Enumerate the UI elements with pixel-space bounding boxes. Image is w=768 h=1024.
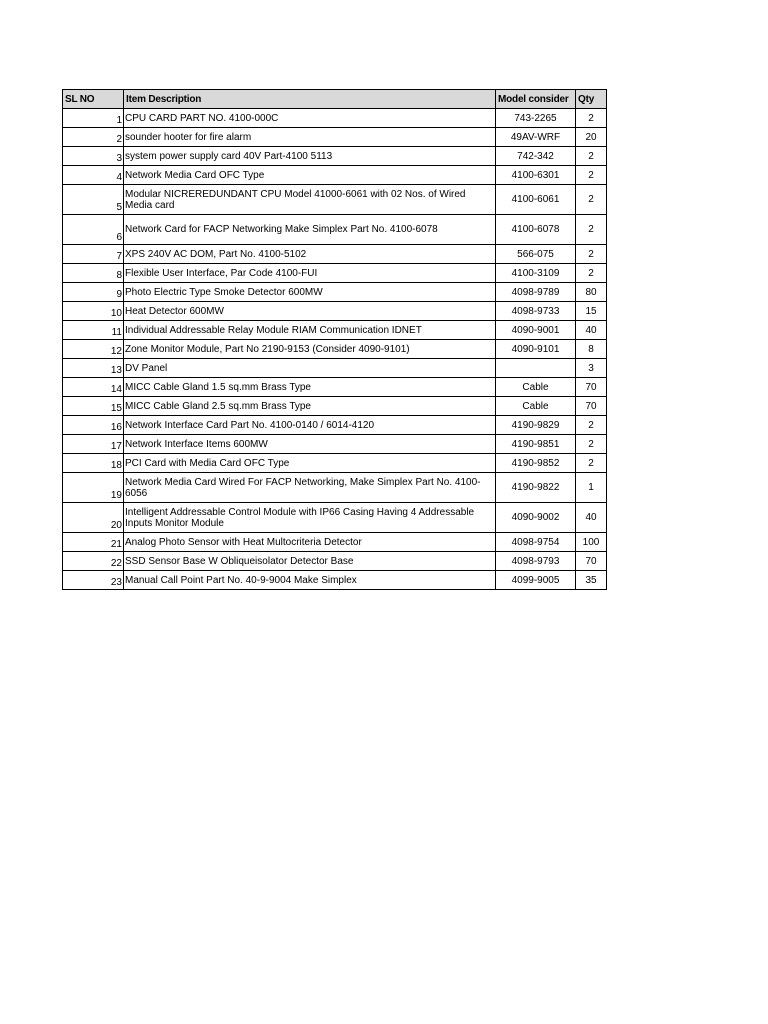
model-cell: 743-2265 xyxy=(496,109,576,128)
qty-cell: 40 xyxy=(576,503,607,533)
model-cell: 4098-9789 xyxy=(496,283,576,302)
table-row xyxy=(63,416,607,435)
item-description-cell: sounder hooter for fire alarm xyxy=(124,128,496,147)
qty-cell: 2 xyxy=(576,245,607,264)
sl-no-cell: 12 xyxy=(63,340,124,359)
sl-no-cell: 11 xyxy=(63,321,124,340)
qty-cell: 2 xyxy=(576,416,607,435)
sl-no-cell: 9 xyxy=(63,283,124,302)
item-description-cell: Network Card for FACP Networking Make Simplex Part No. 4100-6078 xyxy=(124,215,496,245)
model-cell: 4098-9733 xyxy=(496,302,576,321)
item-description-cell: Network Media Card OFC Type xyxy=(124,166,496,185)
item-description-cell: Network Media Card Wired For FACP Networking, Make Simplex Part No. 4100-6056 xyxy=(124,473,496,503)
sl-no-cell: 1 xyxy=(63,109,124,128)
table-row xyxy=(63,340,607,359)
sl-no-cell: 23 xyxy=(63,571,124,590)
table-row xyxy=(63,128,607,147)
table-row xyxy=(63,552,607,571)
item-description-cell: Manual Call Point Part No. 40-9-9004 Make Simplex xyxy=(124,571,496,590)
table-row xyxy=(63,245,607,264)
item-description-cell: Intelligent Addressable Control Module with IP66 Casing Having 4 Addressable Inputs Monitor Module xyxy=(124,503,496,533)
qty-cell: 20 xyxy=(576,128,607,147)
qty-cell: 2 xyxy=(576,166,607,185)
sl-no-cell: 4 xyxy=(63,166,124,185)
header-qty: Qty xyxy=(576,90,607,109)
model-cell: 4190-9852 xyxy=(496,454,576,473)
item-description-cell: CPU CARD PART NO. 4100-000C xyxy=(124,109,496,128)
model-cell xyxy=(496,359,576,378)
item-description-cell: Individual Addressable Relay Module RIAM Communication IDNET xyxy=(124,321,496,340)
item-description-cell: Photo Electric Type Smoke Detector 600MW xyxy=(124,283,496,302)
model-cell: 4100-6078 xyxy=(496,215,576,245)
item-description-cell: system power supply card 40V Part-4100 5113 xyxy=(124,147,496,166)
item-description-cell: PCI Card with Media Card OFC Type xyxy=(124,454,496,473)
model-cell: 4100-6061 xyxy=(496,185,576,215)
model-cell: 4090-9001 xyxy=(496,321,576,340)
table-row xyxy=(63,166,607,185)
model-cell: 4190-9822 xyxy=(496,473,576,503)
table-row xyxy=(63,109,607,128)
model-cell: 4098-9754 xyxy=(496,533,576,552)
header-item-description: Item Description xyxy=(124,90,496,109)
table-row xyxy=(63,397,607,416)
model-cell: 4098-9793 xyxy=(496,552,576,571)
table-row xyxy=(63,454,607,473)
item-description-cell: MICC Cable Gland 1.5 sq.mm Brass Type xyxy=(124,378,496,397)
item-description-cell: DV Panel xyxy=(124,359,496,378)
table-row xyxy=(63,571,607,590)
sl-no-cell: 22 xyxy=(63,552,124,571)
sl-no-cell: 13 xyxy=(63,359,124,378)
model-cell: 4190-9851 xyxy=(496,435,576,454)
model-cell: 4099-9005 xyxy=(496,571,576,590)
table-row xyxy=(63,378,607,397)
qty-cell: 2 xyxy=(576,454,607,473)
sl-no-cell: 21 xyxy=(63,533,124,552)
table-row xyxy=(63,264,607,283)
sl-no-cell: 8 xyxy=(63,264,124,283)
table-row xyxy=(63,283,607,302)
qty-cell: 40 xyxy=(576,321,607,340)
qty-cell: 2 xyxy=(576,147,607,166)
table-row xyxy=(63,147,607,166)
table-body xyxy=(63,109,607,590)
qty-cell: 70 xyxy=(576,378,607,397)
qty-cell: 2 xyxy=(576,109,607,128)
item-description-cell: Network Interface Items 600MW xyxy=(124,435,496,454)
item-description-cell: Analog Photo Sensor with Heat Multocriteria Detector xyxy=(124,533,496,552)
model-cell: 4190-9829 xyxy=(496,416,576,435)
qty-cell: 2 xyxy=(576,185,607,215)
item-description-cell: XPS 240V AC DOM, Part No. 4100-5102 xyxy=(124,245,496,264)
item-description-cell: Modular NICREREDUNDANT CPU Model 41000-6061 with 02 Nos. of Wired Media card xyxy=(124,185,496,215)
table-row xyxy=(63,215,607,245)
model-cell: 4090-9002 xyxy=(496,503,576,533)
item-description-cell: Network Interface Card Part No. 4100-0140 / 6014-4120 xyxy=(124,416,496,435)
qty-cell: 70 xyxy=(576,397,607,416)
header-model-consider: Model consider xyxy=(496,90,576,109)
qty-cell: 2 xyxy=(576,264,607,283)
qty-cell: 3 xyxy=(576,359,607,378)
item-description-cell: Zone Monitor Module, Part No 2190-9153 (Consider 4090-9101) xyxy=(124,340,496,359)
qty-cell: 2 xyxy=(576,215,607,245)
qty-cell: 15 xyxy=(576,302,607,321)
qty-cell: 70 xyxy=(576,552,607,571)
model-cell: 566-075 xyxy=(496,245,576,264)
header-row xyxy=(63,90,607,109)
table-row xyxy=(63,302,607,321)
model-cell: 4100-6301 xyxy=(496,166,576,185)
qty-cell: 80 xyxy=(576,283,607,302)
table-row xyxy=(63,435,607,454)
model-cell: Cable xyxy=(496,397,576,416)
model-cell: 4100-3109 xyxy=(496,264,576,283)
sl-no-cell: 15 xyxy=(63,397,124,416)
sl-no-cell: 20 xyxy=(63,503,124,533)
header-sl-no: SL NO xyxy=(63,90,124,109)
qty-cell: 8 xyxy=(576,340,607,359)
sl-no-cell: 6 xyxy=(63,215,124,245)
table-row xyxy=(63,533,607,552)
sl-no-cell: 17 xyxy=(63,435,124,454)
item-description-cell: Heat Detector 600MW xyxy=(124,302,496,321)
item-description-cell: MICC Cable Gland 2.5 sq.mm Brass Type xyxy=(124,397,496,416)
items-table xyxy=(62,89,607,590)
item-description-cell: SSD Sensor Base W Obliqueisolator Detector Base xyxy=(124,552,496,571)
sl-no-cell: 14 xyxy=(63,378,124,397)
sl-no-cell: 2 xyxy=(63,128,124,147)
qty-cell: 35 xyxy=(576,571,607,590)
model-cell: 49AV-WRF xyxy=(496,128,576,147)
table-row xyxy=(63,185,607,215)
sl-no-cell: 10 xyxy=(63,302,124,321)
qty-cell: 2 xyxy=(576,435,607,454)
sl-no-cell: 16 xyxy=(63,416,124,435)
model-cell: 742-342 xyxy=(496,147,576,166)
model-cell: 4090-9101 xyxy=(496,340,576,359)
qty-cell: 1 xyxy=(576,473,607,503)
sl-no-cell: 19 xyxy=(63,473,124,503)
table-row xyxy=(63,503,607,533)
spreadsheet-area xyxy=(62,89,607,590)
sl-no-cell: 3 xyxy=(63,147,124,166)
table-row xyxy=(63,321,607,340)
sl-no-cell: 7 xyxy=(63,245,124,264)
sl-no-cell: 18 xyxy=(63,454,124,473)
item-description-cell: Flexible User Interface, Par Code 4100-FUI xyxy=(124,264,496,283)
table-row xyxy=(63,473,607,503)
model-cell: Cable xyxy=(496,378,576,397)
sl-no-cell: 5 xyxy=(63,185,124,215)
table-row xyxy=(63,359,607,378)
qty-cell: 100 xyxy=(576,533,607,552)
